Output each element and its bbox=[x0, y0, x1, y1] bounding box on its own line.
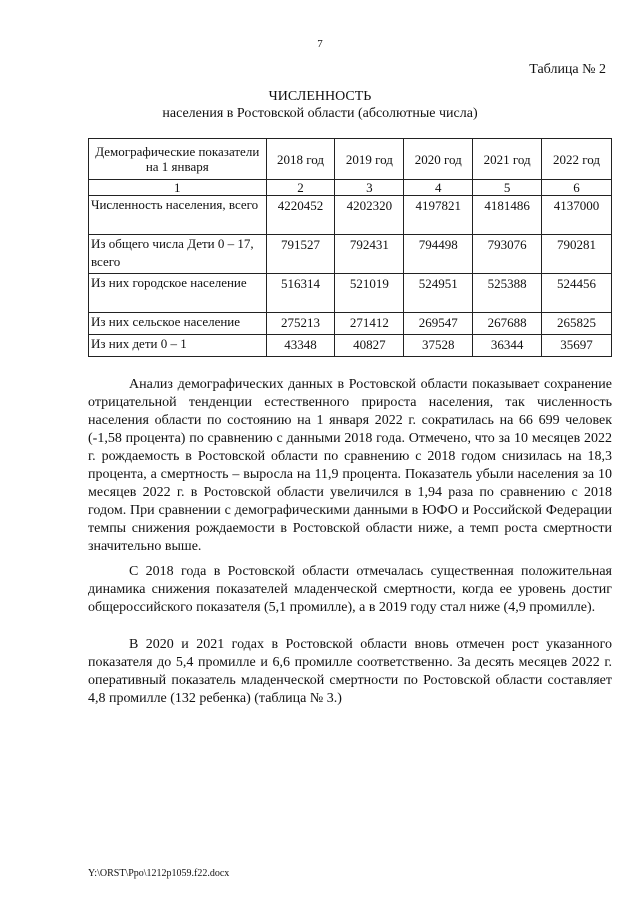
row-label: Из них сельское население bbox=[89, 313, 267, 335]
cell-value: 35697 bbox=[542, 335, 612, 357]
row-label: Из них городское население bbox=[89, 274, 267, 313]
cell-value: 792431 bbox=[335, 235, 404, 274]
row-label: Численность населения, всего bbox=[89, 196, 267, 235]
table-title: ЧИСЛЕННОСТЬ bbox=[268, 89, 372, 104]
header-year: 2020 год bbox=[404, 139, 473, 180]
cell-value: 269547 bbox=[404, 313, 473, 335]
table-row bbox=[89, 274, 612, 313]
cell-value: 524456 bbox=[542, 274, 612, 313]
header-year: 2018 год bbox=[266, 139, 335, 180]
column-number: 4 bbox=[404, 180, 473, 196]
cell-value: 791527 bbox=[266, 235, 335, 274]
table-header-row bbox=[89, 139, 612, 180]
cell-value: 271412 bbox=[335, 313, 404, 335]
row-label: Из общего числа Дети 0 – 17, всего bbox=[89, 235, 267, 274]
cell-value: 36344 bbox=[473, 335, 542, 357]
body-paragraph: Анализ демографических данных в Ростовской области показывает сохранение отрицательной тенденции естественного прироста населения, так численность населения области по состоянию на 1 января 2022 г. сократилась на 66 699 человек (-1,58 процента) по сравнению с данными 2018 года. Отмечено, что за 10 месяцев 2022 г. рождаемость в Ростовской области по сравнению с 2018 годом снизилась на 18,3 процента, а смертность – выросла на 11,9 процента. Показатель убыли населения за 10 месяцев 2022 г. в Ростовской области увеличился в 1,94 раза по сравнению с 2018 годом. При сравнении с демографическими данными в ЮФО и Российской Федерации темпы снижения рождаемости в Ростовской области ниже, а темп роста смертности значительно выше. bbox=[88, 377, 612, 554]
cell-value: 525388 bbox=[473, 274, 542, 313]
cell-value: 265825 bbox=[542, 313, 612, 335]
cell-value: 275213 bbox=[266, 313, 335, 335]
table-row bbox=[89, 335, 612, 357]
page-number: 7 bbox=[317, 38, 323, 50]
column-number-row bbox=[89, 180, 612, 196]
table-row bbox=[89, 235, 612, 274]
table-row bbox=[89, 196, 612, 235]
cell-value: 521019 bbox=[335, 274, 404, 313]
table-row bbox=[89, 313, 612, 335]
table-label: Таблица № 2 bbox=[529, 62, 606, 77]
cell-value: 37528 bbox=[404, 335, 473, 357]
body-paragraph: С 2018 года в Ростовской области отмечалась существенная положительная динамика снижения показателей младенческой смертности, когда ее уровень достиг общероссийского показателя (5,1 промилле), а в 2019 году стал ниже (4,9 промилле). bbox=[88, 564, 612, 615]
cell-value: 4202320 bbox=[335, 196, 404, 235]
column-number: 1 bbox=[89, 180, 267, 196]
column-number: 3 bbox=[335, 180, 404, 196]
column-number: 2 bbox=[266, 180, 335, 196]
cell-value: 790281 bbox=[542, 235, 612, 274]
cell-value: 43348 bbox=[266, 335, 335, 357]
header-indicator: Демографические показатели на 1 января bbox=[89, 139, 267, 180]
cell-value: 524951 bbox=[404, 274, 473, 313]
file-path-footer: Y:\ORST\Ppo\1212p1059.f22.docx bbox=[88, 868, 230, 879]
header-year: 2021 год bbox=[473, 139, 542, 180]
population-table bbox=[88, 138, 612, 357]
column-number: 5 bbox=[473, 180, 542, 196]
header-year: 2022 год bbox=[542, 139, 612, 180]
column-number: 6 bbox=[542, 180, 612, 196]
body-paragraph: В 2020 и 2021 годах в Ростовской области вновь отмечен рост указанного показателя до 5,4 промилле и 6,6 промилле соответственно. За десять месяцев 2022 г. оперативный показатель младенческой смертности по Ростовской области составляет 4,8 промилле (132 ребенка) (таблица № 3.) bbox=[88, 637, 612, 706]
cell-value: 4181486 bbox=[473, 196, 542, 235]
cell-value: 794498 bbox=[404, 235, 473, 274]
cell-value: 793076 bbox=[473, 235, 542, 274]
cell-value: 4220452 bbox=[266, 196, 335, 235]
row-label: Из них дети 0 – 1 bbox=[89, 335, 267, 357]
cell-value: 4197821 bbox=[404, 196, 473, 235]
cell-value: 4137000 bbox=[542, 196, 612, 235]
cell-value: 40827 bbox=[335, 335, 404, 357]
header-year: 2019 год bbox=[335, 139, 404, 180]
cell-value: 516314 bbox=[266, 274, 335, 313]
cell-value: 267688 bbox=[473, 313, 542, 335]
table-subtitle: населения в Ростовской области (абсолютные числа) bbox=[162, 106, 478, 121]
